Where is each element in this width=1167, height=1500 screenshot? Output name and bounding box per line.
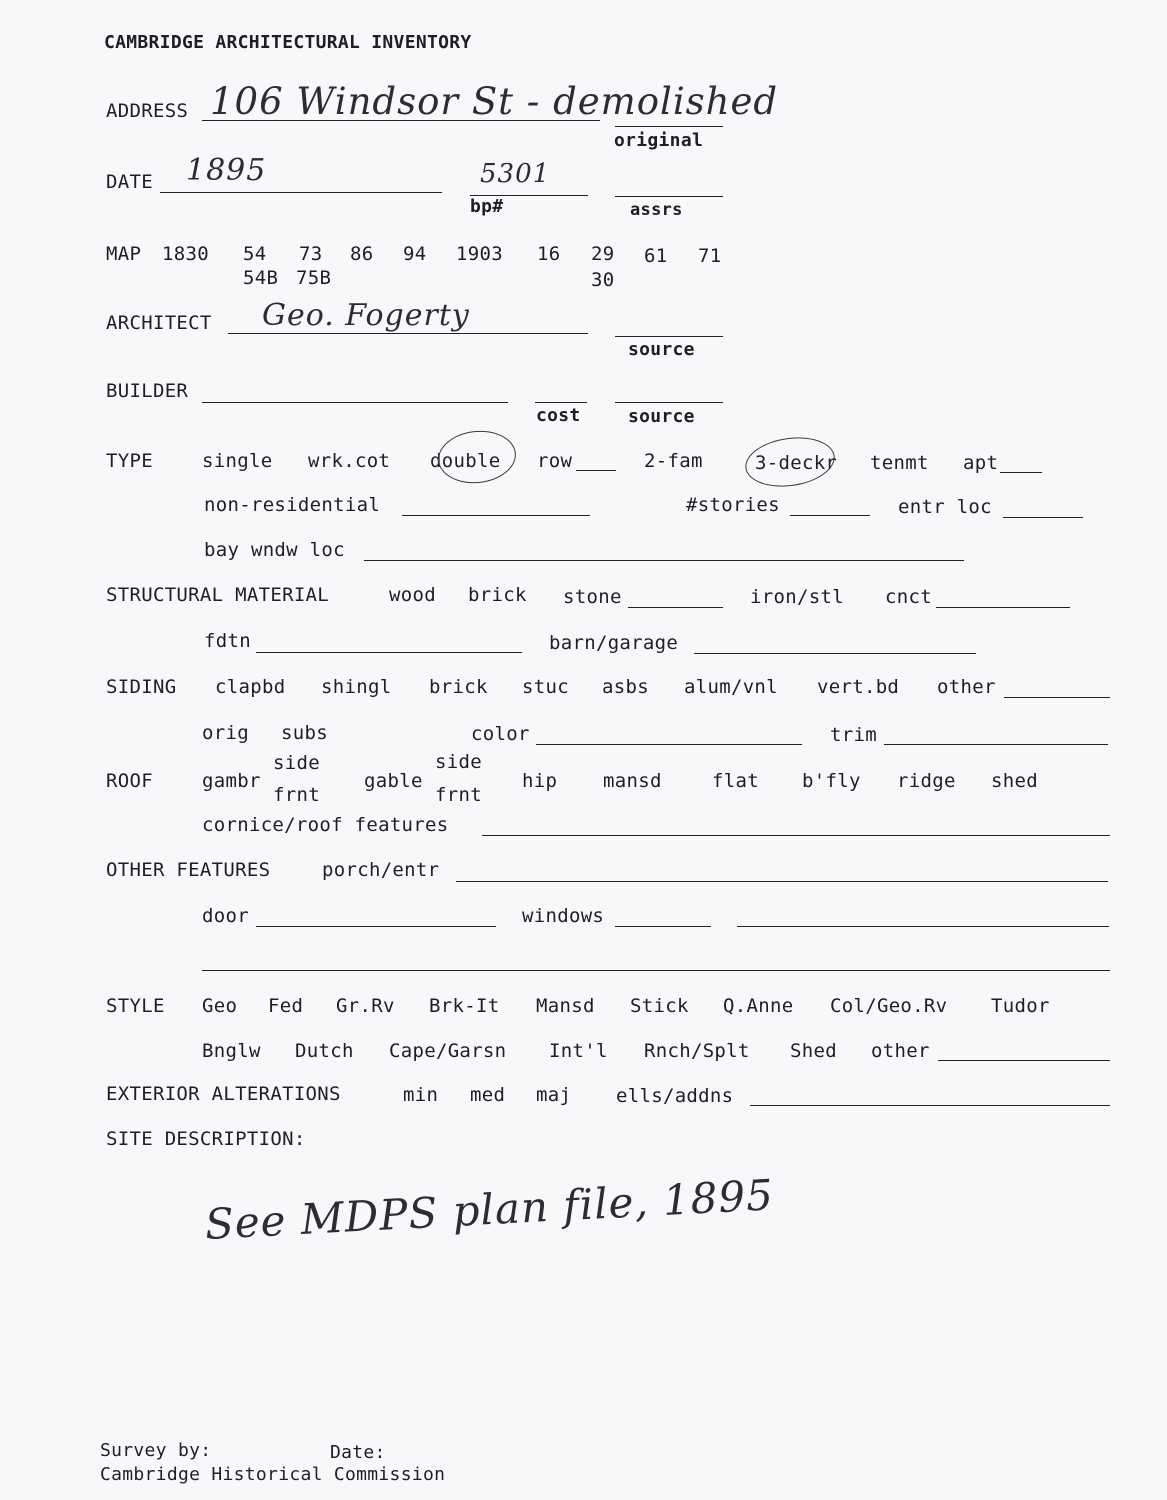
structural-wood: wood	[389, 584, 436, 606]
trim-line	[884, 744, 1108, 745]
structural-label: STRUCTURAL MATERIAL	[106, 584, 330, 606]
style-label: STYLE	[106, 995, 165, 1017]
exterior-maj: maj	[536, 1084, 572, 1106]
address-line	[202, 120, 600, 121]
style-mansd: Mansd	[536, 995, 595, 1017]
structural-cnct: cnct	[885, 586, 932, 608]
siding-orig: orig	[202, 722, 249, 744]
roof-label: ROOF	[106, 770, 153, 792]
siding-stuc: stuc	[522, 676, 569, 698]
exterior-label: EXTERIOR ALTERATIONS	[106, 1083, 341, 1105]
roof-bfly: b'fly	[802, 770, 861, 792]
windows-line	[615, 926, 711, 927]
architect-source-line	[615, 336, 723, 337]
nonres-line	[402, 515, 590, 516]
type-single: single	[202, 450, 273, 472]
siding-subs: subs	[281, 722, 328, 744]
other-features-label: OTHER FEATURES	[106, 859, 271, 881]
map-year: 1830	[162, 243, 209, 265]
roof-gambr-side: side	[273, 752, 320, 774]
other-extra-line	[202, 970, 1110, 971]
fdtn-label: fdtn	[204, 630, 251, 652]
map-year: 16	[537, 243, 561, 265]
barn-line	[694, 653, 976, 654]
builder-label: BUILDER	[106, 380, 189, 402]
site-label: SITE DESCRIPTION:	[106, 1128, 306, 1150]
style-stick: Stick	[630, 995, 689, 1017]
entr-label: entr loc	[898, 496, 992, 518]
type-tenmt: tenmt	[870, 452, 929, 474]
assrs-label: assrs	[630, 200, 683, 220]
map-year: 54B	[243, 267, 279, 289]
bp-label: bp#	[470, 196, 504, 217]
roof-gambr: gambr	[202, 770, 261, 792]
map-year: 73	[299, 243, 323, 265]
nonres-label: non-residential	[204, 494, 381, 516]
type-wrkcot: wrk.cot	[308, 450, 391, 472]
siding-alumvnl: alum/vnl	[684, 676, 778, 698]
bay-line	[364, 560, 964, 561]
map-year: 1903	[456, 243, 503, 265]
style-shed: Shed	[790, 1040, 837, 1062]
cost-label: cost	[536, 405, 581, 426]
siding-asbs: asbs	[602, 676, 649, 698]
map-year: 86	[350, 243, 374, 265]
type-row: row	[537, 450, 573, 472]
door-label: door	[202, 905, 249, 927]
color-line	[536, 744, 802, 745]
architect-line	[228, 333, 588, 334]
style-rnchsplt: Rnch/Splt	[644, 1040, 750, 1062]
map-year: 94	[403, 243, 427, 265]
style-tudor: Tudor	[991, 995, 1050, 1017]
barn-label: barn/garage	[549, 632, 679, 654]
siding-shingl: shingl	[321, 676, 392, 698]
siding-label: SIDING	[106, 676, 177, 698]
structural-ironstl: iron/stl	[750, 586, 844, 608]
roof-gable: gable	[364, 770, 423, 792]
roof-mansd: mansd	[603, 770, 662, 792]
structural-stone: stone	[563, 586, 622, 608]
date-value: 1895	[186, 153, 267, 188]
style-qanne: Q.Anne	[723, 995, 794, 1017]
double-circle-mark	[435, 427, 518, 487]
row-line	[576, 470, 616, 471]
exterior-line	[750, 1105, 1110, 1106]
style-capegarsn: Cape/Garsn	[389, 1040, 507, 1062]
apt-line	[1000, 472, 1042, 473]
style-fed: Fed	[268, 995, 304, 1017]
commission-name: Cambridge Historical Commission	[100, 1464, 446, 1485]
roof-shed: shed	[991, 770, 1038, 792]
exterior-ells: ells/addns	[616, 1085, 734, 1107]
map-label: MAP	[106, 243, 142, 265]
builder-source-line	[615, 402, 723, 403]
windows-line-2	[737, 926, 1109, 927]
fdtn-line	[256, 652, 522, 653]
type-2fam: 2-fam	[644, 450, 703, 472]
date-line	[160, 192, 442, 193]
style-brkit: Brk-It	[429, 995, 500, 1017]
footer-date-label: Date:	[330, 1442, 386, 1463]
architect-label: ARCHITECT	[106, 312, 212, 334]
site-note: See MDPS plan file, 1895	[203, 1170, 776, 1249]
original-label: original	[614, 130, 704, 151]
bp-value: 5301	[480, 159, 551, 189]
structural-brick: brick	[468, 584, 527, 606]
style-intl: Int'l	[549, 1040, 608, 1062]
builder-source-label: source	[628, 406, 695, 427]
roof-gambr-frnt: frnt	[273, 784, 320, 806]
roof-ridge: ridge	[897, 770, 956, 792]
roof-gable-side: side	[435, 751, 482, 773]
entr-line	[1003, 517, 1083, 518]
architect-source-label: source	[628, 339, 695, 360]
map-year: 71	[698, 245, 722, 267]
cost-line	[535, 402, 587, 403]
cornice-label: cornice/roof features	[202, 814, 449, 836]
map-year: 29	[591, 243, 615, 265]
exterior-min: min	[403, 1084, 439, 1106]
porch-line	[456, 881, 1108, 882]
porch-label: porch/entr	[322, 859, 440, 881]
door-line	[256, 926, 496, 927]
map-year: 30	[591, 269, 615, 291]
roof-gable-frnt: frnt	[435, 784, 482, 806]
style-other-line	[938, 1060, 1110, 1061]
stories-line	[790, 515, 870, 516]
assrs-line	[615, 196, 723, 197]
form-title: CAMBRIDGE ARCHITECTURAL INVENTORY	[104, 32, 472, 53]
style-dutch: Dutch	[295, 1040, 354, 1062]
type-3deckr: 3-deckr	[755, 452, 838, 474]
builder-line	[202, 402, 508, 403]
stone-line	[628, 607, 723, 608]
style-other: other	[871, 1040, 930, 1062]
type-apt: apt	[963, 452, 999, 474]
roof-flat: flat	[712, 770, 759, 792]
survey-by-label: Survey by:	[100, 1440, 212, 1461]
style-bnglw: Bnglw	[202, 1040, 261, 1062]
style-geo: Geo	[202, 995, 238, 1017]
siding-vertbd: vert.bd	[817, 676, 900, 698]
siding-other-line	[1004, 697, 1110, 698]
trim-label: trim	[830, 724, 877, 746]
color-label: color	[471, 723, 530, 745]
type-label: TYPE	[106, 450, 153, 472]
siding-clapbd: clapbd	[215, 676, 286, 698]
address-label: ADDRESS	[106, 100, 189, 122]
3deckr-circle-mark	[742, 432, 838, 492]
map-year: 75B	[296, 267, 332, 289]
architect-value: Geo. Fogerty	[262, 298, 470, 333]
style-colgeorv: Col/Geo.Rv	[830, 995, 948, 1017]
siding-brick: brick	[429, 676, 488, 698]
address-value: 106 Windsor St - demolished	[210, 80, 779, 123]
cornice-line	[482, 835, 1110, 836]
roof-hip: hip	[522, 770, 558, 792]
style-grrv: Gr.Rv	[336, 995, 395, 1017]
windows-label: windows	[522, 905, 605, 927]
exterior-med: med	[470, 1084, 506, 1106]
bay-label: bay wndw loc	[204, 539, 345, 561]
map-year: 61	[644, 245, 668, 267]
type-double: double	[430, 450, 501, 472]
stories-label: #stories	[686, 494, 780, 516]
siding-other: other	[937, 676, 996, 698]
original-line	[615, 126, 723, 127]
map-year: 54	[243, 243, 267, 265]
date-label: DATE	[106, 171, 153, 193]
cnct-line	[936, 607, 1070, 608]
